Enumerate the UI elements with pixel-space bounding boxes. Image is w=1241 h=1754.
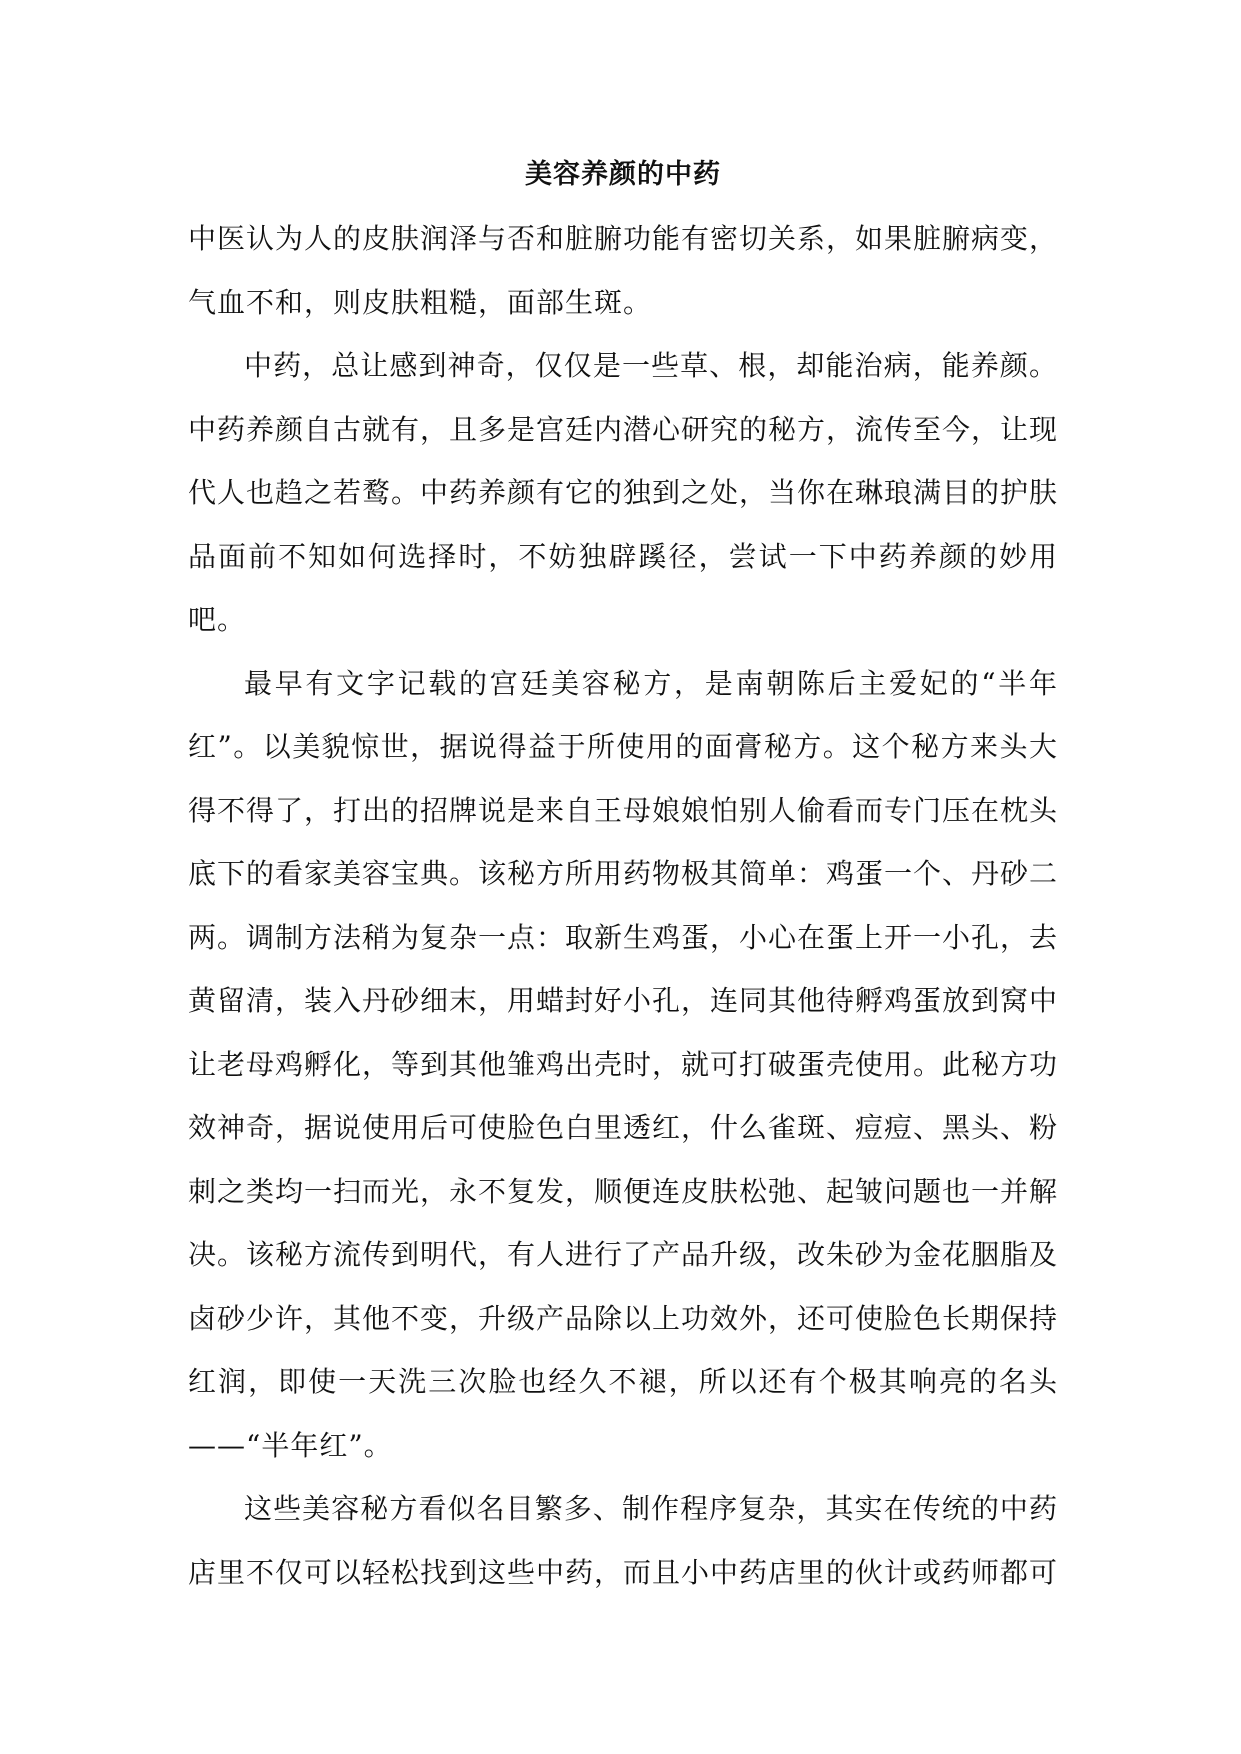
paragraph-half-year-red: 最早有文字记载的宫廷美容秘方，是南朝陈后主爱妃的“半年红”。以美貌惊世，据说得益于所使用的面膏秘方。这个秘方来头大得不得了，打出的招牌说是来自王母娘娘怕别人偷看而专门压在枕头底下的看家美容宝典。该秘方所用药物极其简单：鸡蛋一个、丹砂二两。调制方法稍为复杂一点：取新生鸡蛋，小心在蛋上开一小孔，去黄留清，装入丹砂细末，用蜡封好小孔，连同其他待孵鸡蛋放到窝中让老母鸡孵化，等到其他雏鸡出壳时，就可打破蛋壳使用。此秘方功效神奇，据说使用后可使脸色白里透红，什么雀斑、痘痘、黑头、粉刺之类均一扫而光，永不复发，顺便连皮肤松弛、起皱问题也一并解决。该秘方流传到明代，有人进行了产品升级，改朱砂为金花胭脂及卤砂少许，其他不变，升级产品除以上功效外，还可使脸色长期保持红润，即使一天洗三次脸也经久不褪，所以还有个极其响亮的名头——“半年红”。 [188,666,1059,1462]
document-title: 美容养颜的中药 [525,159,721,190]
paragraph-intro: 中医认为人的皮肤润泽与否和脏腑功能有密切关系，如果脏腑病变，气血不和，则皮肤粗糙，面部生斑。 [188,222,1059,319]
paragraph-secret-recipes: 这些美容秘方看似名目繁多、制作程序复杂，其实在传统的中药店里不仅可以轻松找到这些中药，而且小中药店里的伙计或药师都可 [188,1492,1059,1589]
paragraph-herbal-beauty: 中药，总让感到神奇，仅仅是一些草、根，却能治病，能养颜。中药养颜自古就有，且多是宫廷内潜心研究的秘方，流传至今，让现代人也趋之若鹜。中药养颜有它的独到之处，当你在琳琅满目的护肤品面前不知如何选择时，不妨独辟蹊径，尝试一下中药养颜的妙用吧。 [188,349,1059,636]
document-body [188,155,1058,1604]
